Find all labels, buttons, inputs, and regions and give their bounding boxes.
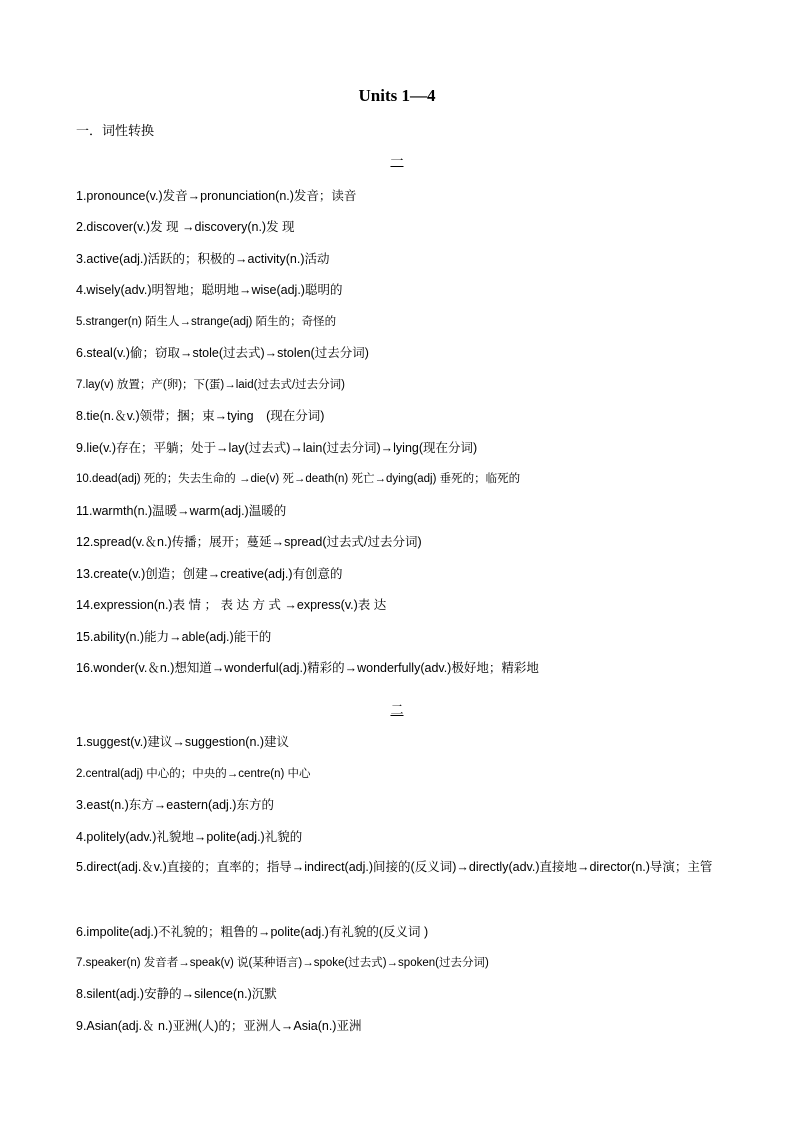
- list-item: 12.spread(v.＆n.)传播；展开；蔓延→spread(过去式/过去分词): [76, 535, 422, 549]
- list-item: 16.wonder(v.＆n.)想知道→wonderful(adj.)精彩的→wonderfully(adv.)极好地；精彩地: [76, 661, 539, 675]
- list-item: 1.suggest(v.)建议→suggestion(n.)建议: [76, 735, 290, 749]
- list-item: 5.direct(adj.＆v.)直接的；直率的；指导→indirect(adj.)间接的(反义词)→directly(adv.)直接地→director(n.)导演；主管: [76, 860, 713, 874]
- list-item: 4.wisely(adv.)明智地；聪明地→wise(adj.)聪明的: [76, 283, 343, 297]
- list-item: 8.tie(n.＆v.)领带；捆；束→tying (现在分词): [76, 409, 325, 423]
- list-item: 15.ability(n.)能力→able(adj.)能干的: [76, 630, 272, 644]
- list-item: 11.warmth(n.)温暖→warm(adj.)温暖的: [76, 504, 287, 518]
- list-item: 9.lie(v.)存在；平躺；处于→lay(过去式)→lain(过去分词)→lying(现在分词): [76, 441, 478, 455]
- list-item: 8.silent(adj.)安静的→silence(n.)沉默: [76, 987, 277, 1001]
- group-2-label: 二: [390, 703, 404, 718]
- list-item: 7.speaker(n) 发音者→speak(v) 说(某种语言)→spoke(过去式)→spoken(过去分词): [76, 957, 489, 969]
- page-title: Units 1—4: [358, 86, 436, 105]
- list-item: 3.active(adj.)活跃的；积极的→activity(n.)活动: [76, 252, 330, 266]
- list-item: 13.create(v.)创造；创建→creative(adj.)有创意的: [76, 567, 343, 581]
- list-item: 1.pronounce(v.)发音→pronunciation(n.)发音；读音: [76, 189, 357, 203]
- list-item: 2.central(adj) 中心的；中央的→centre(n) 中心: [76, 768, 311, 780]
- list-item: 2.discover(v.)发 现 →discovery(n.)发 现: [76, 220, 295, 234]
- list-item: 10.dead(adj) 死的；失去生命的 →die(v) 死→death(n) 死亡→dying(adj) 垂死的；临死的: [76, 473, 521, 485]
- list-item: 9.Asian(adj.＆ n.)亚洲(人)的；亚洲人→Asia(n.)亚洲: [76, 1019, 362, 1033]
- list-item: 3.east(n.)东方→eastern(adj.)东方的: [76, 798, 274, 812]
- list-item: 7.lay(v) 放置；产(卵)；下(蛋)→laid(过去式/过去分词): [76, 379, 345, 391]
- section-heading: 一．词性转换: [76, 124, 155, 139]
- list-item: 14.expression(n.)表 情 ； 表 达 方 式 →express(v.)表 达: [76, 598, 387, 612]
- list-item: 4.politely(adv.)礼貌地→polite(adj.)礼貌的: [76, 830, 303, 844]
- list-item: 6.impolite(adj.)不礼貌的；粗鲁的→polite(adj.)有礼貌的(反义词 ): [76, 925, 429, 939]
- group-1-label: 一: [390, 154, 404, 169]
- list-item: 5.stranger(n) 陌生人→strange(adj) 陌生的；奇怪的: [76, 316, 337, 328]
- list-item: 6.steal(v.)偷；窃取→stole(过去式)→stolen(过去分词): [76, 346, 369, 360]
